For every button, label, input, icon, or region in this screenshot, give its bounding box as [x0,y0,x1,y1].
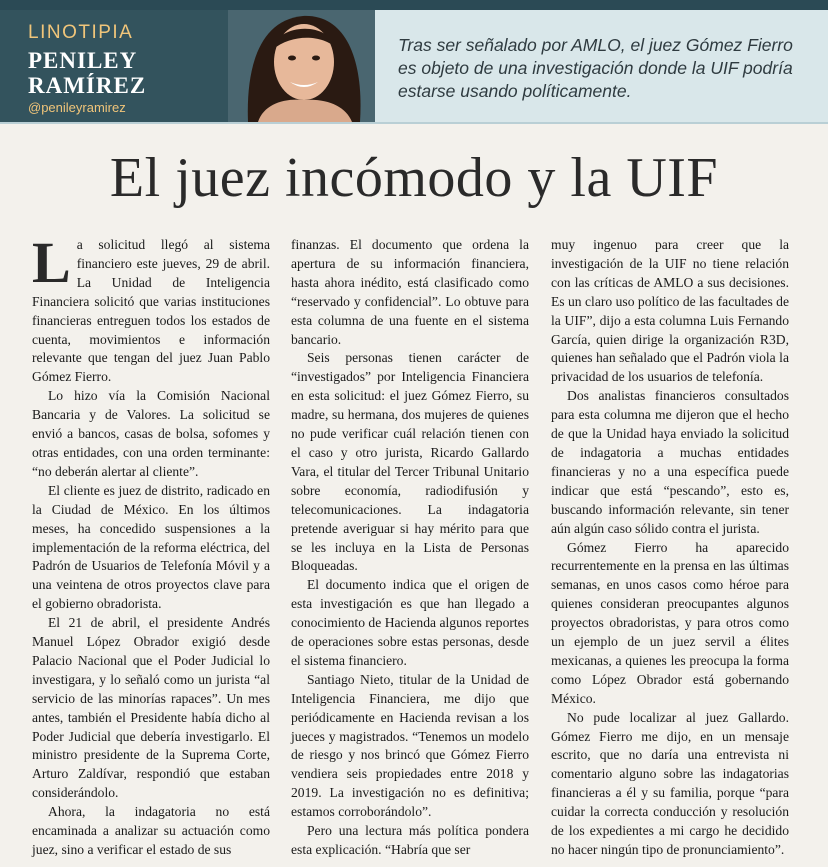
column-header [0,10,828,124]
drop-cap: L [32,230,71,295]
paragraph [32,230,270,387]
author-handle: @penileyramirez [28,100,126,115]
author-name: PENILEY RAMÍREZ [28,48,147,98]
paragraph-text: a solicitud llegó al sistema financiero este jueves, 29 de abril. La Unidad de Inteligencia Financiera solicitó que varias instituciones financieras entreguen todos los estados de cuenta, movimientos e información relevante que tengan del juez Juan Pablo Gómez Fierro. [32,237,270,385]
author-box [0,10,375,122]
paragraph: finanzas. El documento que ordena la apertura de su información financiera, hasta ahora inédito, está clasificado como “reservado y confidencial”. Lo obtuve para esta columna de una fuente en el sistema bancario. [291,237,529,347]
paragraph: Seis personas tienen carácter de “investigados” por Inteligencia Financiera en esta solicitud: el juez Gómez Fierro, su madre, su hermana, dos mujeres de quienes no pude verificar cuál relación tienen con el caso y otro jurista, Ricardo Gallardo Vara, el titular del Tercer Tribunal Unitario sobre economía, radiodifusión y telecomunicaciones. La indagatoria pretende averiguar si hay mérito para que se les incluya en la Lista de Personas Bloqueadas. [291,350,529,574]
paragraph: Ahora, la indagatoria no está encaminada a analizar su actuación como juez, sino a verificar el estado de sus [32,804,270,857]
paragraph: muy ingenuo para creer que la investigación de la UIF no tiene relación con las críticas de AMLO a sus decisiones. Es un claro uso político de las facultades de la UIF”, dijo a esta columna Luis Fernando García, quien dirige la organización R3D, quienes han señalado que el Padrón viola la privacidad de los usuarios de telefonía. [551,237,789,385]
paragraph: El documento indica que el origen de esta investigación es que han llegado a conocimiento de Hacienda algunos reportes de operaciones sobre estas personas, desde el sistema financiero. [291,577,529,668]
text-column-3 [551,236,789,860]
top-color-bar [0,0,828,10]
article-deck: Tras ser señalado por AMLO, el juez Gómez Fierro es objeto de una investigación donde la UIF podría estarse usando políticamente. [398,35,793,101]
article-body [32,230,802,857]
paragraph: Santiago Nieto, titular de la Unidad de Inteligencia Financiera, me dijo que periódicamente en Hacienda revisan a los jueces y magistrados. “Tenemos un modelo de riesgo y nos brincó que Gómez Fierro vendiera seis propiedades entre 2018 y 2019. La investigación no es definitiva; estamos corroborándolo”. [291,671,529,820]
paragraph: El cliente es juez de distrito, radicado en la Ciudad de México. En los últimos meses, ha concedido suspensiones a la implementación de la reforma eléctrica, del Padrón de Usuarios de Telefonía Móvil y a una veintena de otros proyectos clave para el gobierno obradorista. [32,482,270,612]
paragraph: Gómez Fierro ha aparecido recurrentemente en la prensa en las últimas semanas, en unos casos como héroe para quienes consideran preocupantes algunos proyectos obradoristas, y para otros como un ejemplo de un juez servil a élites mexicanas, a quienes les preocupa la forma como López Obrador está gobernando México. [551,539,789,706]
column-kicker: LINOTIPIA [28,22,134,43]
paragraph: Pero una lectura más política pondera esta explicación. “Habría que ser [291,823,529,857]
text-column-2 [291,236,529,860]
paragraph: No pude localizar al juez Gallardo. Gómez Fierro me dijo, en un mensaje escrito, que no daría una entrevista ni comentario alguno sobre las indagatorias financieras a él y su familia, porque “para cuidar la correcta conducción y resolución de los expedientes a mi cargo he decidido no hacer ningún tipo de pronunciamiento”. [551,709,789,857]
paragraph: Dos analistas financieros consultados para esta columna me dijeron que el hecho de que la Unidad haya enviado la solicitud de indagatoria a muchas entidades financieras y no a una específica puede indicar que está “pescando”, esto es, buscando información relevante, sin tener aún algún caso sólido contra el jurista. [551,388,789,536]
author-portrait [228,10,375,122]
paragraph: Lo hizo vía la Comisión Nacional Bancaria y de Valores. La solicitud se envió a bancos, casas de bolsa, sofomes y otras entidades, con una orden terminante: “no deberán alertar al cliente”. [32,388,270,479]
article-headline: El juez incómodo y la UIF [109,147,719,209]
paragraph: El 21 de abril, el presidente Andrés Manuel López Obrador exigió desde Palacio Nacional que el Poder Judicial lo investigara, y lo señaló como un jurista “al servicio de las minorías rapaces”. Un mes antes, también el Presidente había dicho al Poder Judicial que debería investigarlo. El ministro presidente de la Suprema Corte, Arturo Zaldívar, respondió que estaban considerándolo. [32,615,270,801]
text-column-1 [32,230,270,860]
